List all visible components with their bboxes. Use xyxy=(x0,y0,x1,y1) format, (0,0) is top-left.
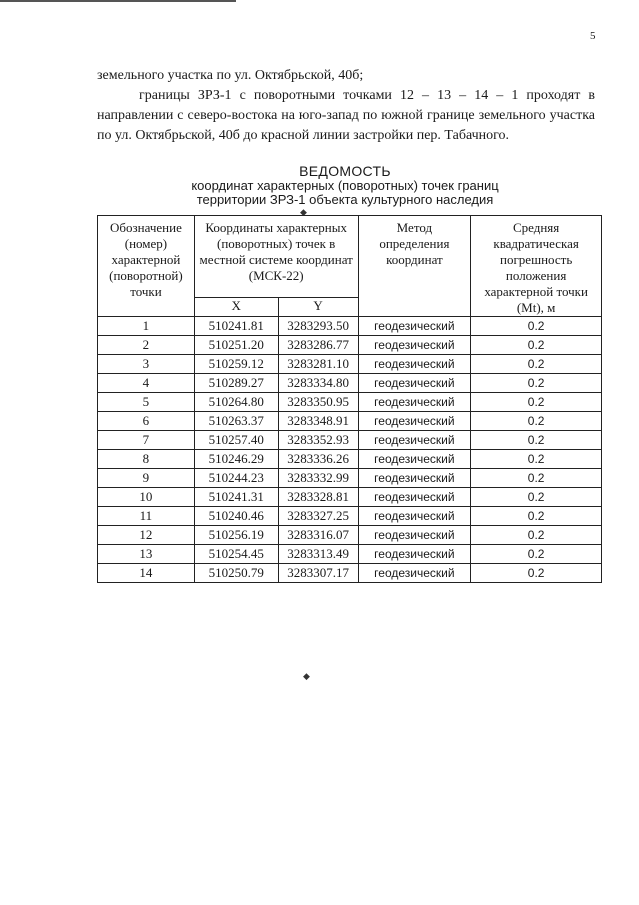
x-coordinate-cell: 510259.12 xyxy=(194,355,278,374)
table-row xyxy=(98,488,602,507)
y-coordinate-cell: 3283352.93 xyxy=(278,431,358,450)
error-cell: 0.2 xyxy=(471,469,602,488)
x-coordinate-cell: 510263.37 xyxy=(194,412,278,431)
y-coordinate-cell: 3283350.95 xyxy=(278,393,358,412)
header-error: Средняя квадратическая погрешность положения характерной точки (Mt), м xyxy=(471,216,602,317)
header-method: Метод определения координат xyxy=(358,216,471,317)
point-number-cell: 6 xyxy=(98,412,195,431)
x-coordinate-cell: 510240.46 xyxy=(194,507,278,526)
table-row xyxy=(98,507,602,526)
error-cell: 0.2 xyxy=(471,412,602,431)
point-number-cell: 2 xyxy=(98,336,195,355)
x-coordinate-cell: 510251.20 xyxy=(194,336,278,355)
table-row xyxy=(98,412,602,431)
error-cell: 0.2 xyxy=(471,431,602,450)
x-coordinate-cell: 510254.45 xyxy=(194,545,278,564)
point-number-cell: 8 xyxy=(98,450,195,469)
table-row xyxy=(98,431,602,450)
paragraph-line-1: земельного участка по ул. Октябрьской, 40б; xyxy=(97,68,364,83)
error-cell: 0.2 xyxy=(471,393,602,412)
method-cell: геодезический xyxy=(358,450,471,469)
y-coordinate-cell: 3283336.26 xyxy=(278,450,358,469)
table-row xyxy=(98,355,602,374)
statement-subtitle-line-2: территории ЗРЗ-1 объекта культурного наследия xyxy=(196,192,494,207)
method-cell: геодезический xyxy=(358,507,471,526)
paragraph-zrz-boundary: границы ЗРЗ-1 с поворотными точками 12 – 13 – 14 – 1 проходят в направлении с северо-востока на юго-запад по южной границе земельного участка по ул. Октябрьской, 40б до красной линии застройки пер. Табачного. xyxy=(97,88,595,143)
table-row xyxy=(98,393,602,412)
point-number-cell: 13 xyxy=(98,545,195,564)
error-cell: 0.2 xyxy=(471,564,602,583)
scan-dot-mark: ◆ xyxy=(300,207,307,217)
table-row xyxy=(98,545,602,564)
point-number-cell: 1 xyxy=(98,317,195,336)
point-number-cell: 12 xyxy=(98,526,195,545)
table-row xyxy=(98,450,602,469)
method-cell: геодезический xyxy=(358,317,471,336)
y-coordinate-cell: 3283316.07 xyxy=(278,526,358,545)
point-number-cell: 5 xyxy=(98,393,195,412)
point-number-cell: 9 xyxy=(98,469,195,488)
table-row xyxy=(98,526,602,545)
y-coordinate-cell: 3283313.49 xyxy=(278,545,358,564)
error-cell: 0.2 xyxy=(471,374,602,393)
x-coordinate-cell: 510244.23 xyxy=(194,469,278,488)
method-cell: геодезический xyxy=(358,374,471,393)
y-coordinate-cell: 3283293.50 xyxy=(278,317,358,336)
header-x: X xyxy=(194,297,278,316)
y-coordinate-cell: 3283348.91 xyxy=(278,412,358,431)
point-number-cell: 14 xyxy=(98,564,195,583)
error-cell: 0.2 xyxy=(471,526,602,545)
table-row xyxy=(98,564,602,583)
point-number-cell: 4 xyxy=(98,374,195,393)
method-cell: геодезический xyxy=(358,355,471,374)
page-number: 5 xyxy=(590,30,596,42)
statement-subtitle-line-1: координат характерных (поворотных) точек границ xyxy=(191,178,499,193)
error-cell: 0.2 xyxy=(471,355,602,374)
method-cell: геодезический xyxy=(358,393,471,412)
scan-edge-line xyxy=(0,0,236,2)
header-designation: Обозначение (номер) характерной (поворотной) точки xyxy=(98,216,195,317)
y-coordinate-cell: 3283281.10 xyxy=(278,355,358,374)
x-coordinate-cell: 510257.40 xyxy=(194,431,278,450)
y-coordinate-cell: 3283307.17 xyxy=(278,564,358,583)
method-cell: геодезический xyxy=(358,526,471,545)
point-number-cell: 11 xyxy=(98,507,195,526)
table-row xyxy=(98,317,602,336)
header-y: Y xyxy=(278,297,358,316)
table-row xyxy=(98,336,602,355)
x-coordinate-cell: 510289.27 xyxy=(194,374,278,393)
point-number-cell: 10 xyxy=(98,488,195,507)
error-cell: 0.2 xyxy=(471,336,602,355)
method-cell: геодезический xyxy=(358,469,471,488)
error-cell: 0.2 xyxy=(471,317,602,336)
method-cell: геодезический xyxy=(358,488,471,507)
x-coordinate-cell: 510241.31 xyxy=(194,488,278,507)
y-coordinate-cell: 3283328.81 xyxy=(278,488,358,507)
error-cell: 0.2 xyxy=(471,545,602,564)
statement-title: ВЕДОМОСТЬ xyxy=(299,163,391,179)
table-header-row xyxy=(98,216,602,298)
table-row xyxy=(98,374,602,393)
method-cell: геодезический xyxy=(358,431,471,450)
error-cell: 0.2 xyxy=(471,488,602,507)
y-coordinate-cell: 3283334.80 xyxy=(278,374,358,393)
x-coordinate-cell: 510264.80 xyxy=(194,393,278,412)
method-cell: геодезический xyxy=(358,412,471,431)
x-coordinate-cell: 510256.19 xyxy=(194,526,278,545)
method-cell: геодезический xyxy=(358,336,471,355)
error-cell: 0.2 xyxy=(471,507,602,526)
header-coordinates: Координаты характерных (поворотных) точек в местной системе координат (МСК-22) xyxy=(194,216,358,298)
point-number-cell: 3 xyxy=(98,355,195,374)
method-cell: геодезический xyxy=(358,545,471,564)
x-coordinate-cell: 510246.29 xyxy=(194,450,278,469)
table-row xyxy=(98,469,602,488)
x-coordinate-cell: 510250.79 xyxy=(194,564,278,583)
coordinates-table xyxy=(97,215,602,583)
error-cell: 0.2 xyxy=(471,450,602,469)
x-coordinate-cell: 510241.81 xyxy=(194,317,278,336)
point-number-cell: 7 xyxy=(98,431,195,450)
y-coordinate-cell: 3283286.77 xyxy=(278,336,358,355)
y-coordinate-cell: 3283332.99 xyxy=(278,469,358,488)
y-coordinate-cell: 3283327.25 xyxy=(278,507,358,526)
method-cell: геодезический xyxy=(358,564,471,583)
scan-dot-mark: ◆ xyxy=(303,671,310,681)
statement-title-block xyxy=(150,164,540,207)
